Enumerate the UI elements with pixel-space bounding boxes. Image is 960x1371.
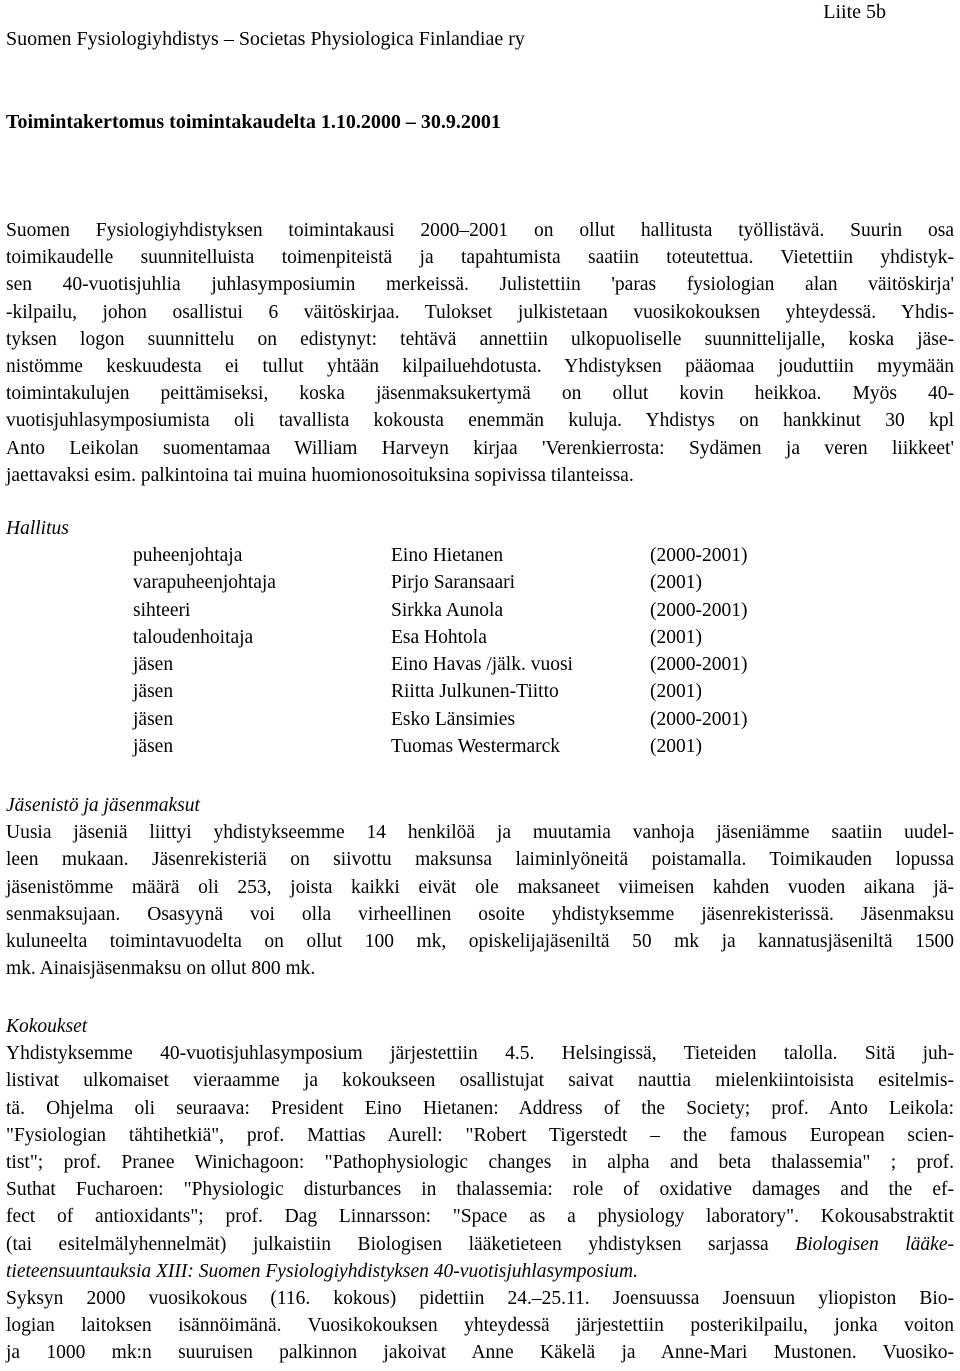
table-row bbox=[133, 654, 747, 681]
table-row bbox=[133, 709, 747, 736]
member-name: Esko Länsimies bbox=[391, 708, 516, 730]
meetings-line bbox=[6, 1258, 954, 1285]
intro-paragraph bbox=[6, 217, 954, 489]
meetings-line: ja 1000 mk:n suuruisen palkinnon jakoivat Anne Käkelä ja Anne-Mari Mustonen. Vuosiko- bbox=[6, 1342, 954, 1364]
meetings-line: "Fysiologian tähtihetkiä", prof. Mattias Aurell: "Robert Tigerstedt – the famous European scien- bbox=[6, 1124, 954, 1146]
member-name: Esa Hohtola bbox=[391, 626, 487, 648]
membership-line: leen mukaan. Jäsenrekisteriä on siivottu maksunsa laiminlyöneitä poistamalla. Toimikauden lopussa bbox=[6, 849, 954, 871]
member-role: jäsen bbox=[133, 736, 174, 758]
meetings-line: listivat ulkomaiset vieraamme ja kokoukseen osallistujat saivat nauttia mielenkiintoisista esitelmis- bbox=[6, 1070, 954, 1092]
member-role: varapuheenjohtaja bbox=[133, 572, 276, 594]
intro-line: Suomen Fysiologiyhdistyksen toimintakausi 2000–2001 on ollut hallitusta työllistävä. Suurin osa bbox=[6, 220, 954, 241]
member-period: (2001) bbox=[650, 626, 702, 648]
board-members-table bbox=[133, 545, 747, 763]
member-name: Tuomas Westermarck bbox=[391, 736, 561, 758]
member-role: sihteeri bbox=[133, 599, 191, 621]
meetings-section bbox=[6, 1013, 954, 1367]
intro-line: toimintakulujen peittämiseksi, koska jäsenmaksukertymä on ollut kovin heikkoa. Myös 40- bbox=[6, 383, 954, 405]
member-role: taloudenhoitaja bbox=[133, 626, 254, 648]
meetings-line: Suthat Fucharoen: "Physiologic disturbances in thalassemia: role of oxidative damages and the ef- bbox=[6, 1179, 954, 1201]
publication-series-title: Biologisen lääke- bbox=[795, 1233, 954, 1255]
intro-line: nistömme keskuudesta ei tullut yhtään kilpailuehdotusta. Yhdistyksen pääomaa jouduttiin myymään bbox=[6, 356, 954, 378]
meetings-line: fect of antioxidants"; prof. Dag Linnarsson: "Space as a physiology laboratory". Kokousabstraktit bbox=[6, 1206, 954, 1228]
intro-line: sen 40-vuotisjuhlia juhlasymposiumin merkeissä. Julistettiin 'paras fysiologian alan väitöskirja' bbox=[6, 274, 954, 296]
meetings-line: tist"; prof. Pranee Winichagoon: "Pathophysiologic changes in alpha and beta thalassemia" ; prof. bbox=[6, 1152, 954, 1174]
meetings-line: logian laitoksen isännöimänä. Vuosikokouksen yhteydessä järjestettiin posterikilpailu, jonka voiton bbox=[6, 1315, 954, 1337]
organization-name: Suomen Fysiologiyhdistys – Societas Physiologica Finlandiae ry bbox=[6, 28, 525, 50]
attachment-label: Liite 5b bbox=[823, 1, 886, 23]
member-name: Eino Hietanen bbox=[391, 545, 504, 566]
table-row bbox=[133, 736, 747, 763]
member-role: jäsen bbox=[133, 654, 174, 676]
member-name: Eino Havas /jälk. vuosi bbox=[391, 654, 573, 676]
hallitus-heading: Hallitus bbox=[6, 518, 69, 539]
member-name: Sirkka Aunola bbox=[391, 599, 504, 621]
intro-line: tyksen logon suunnittelu on edistynyt: tehtävä annettiin ulkopuoliselle suunnittelijalle, koska jäse- bbox=[6, 328, 954, 350]
intro-line: -kilpailu, johon osallistui 6 väitöskirjaa. Tulokset julkistetaan vuosikokouksen yhteydessä. Yhdis- bbox=[6, 301, 954, 323]
membership-line: kuluneelta toimintavuodelta on ollut 100 mk, opiskelijajäseniltä 50 mk ja kannatusjäseniltä 1500 bbox=[6, 931, 954, 953]
member-role: jäsen bbox=[133, 708, 174, 730]
document-title: Toimintakertomus toimintakaudelta 1.10.2000 – 30.9.2001 bbox=[6, 111, 501, 133]
meetings-line: Syksyn 2000 vuosikokous (116. kokous) pidettiin 24.–25.11. Joensuussa Joensuun yliopiston Bio- bbox=[6, 1288, 954, 1310]
intro-line: Anto Leikolan suomentamaa William Harveyn kirjaa 'Verenkierrosta: Sydämen ja veren liikkeet' bbox=[6, 437, 954, 459]
membership-heading: Jäsenistö ja jäsenmaksut bbox=[6, 795, 200, 816]
table-row bbox=[133, 681, 747, 708]
meetings-line: Yhdistyksemme 40-vuotisjuhlasymposium järjestettiin 4.5. Helsingissä, Tieteiden talolla. Sitä juh- bbox=[6, 1043, 954, 1065]
membership-line: mk. Ainaisjäsenmaksu on ollut 800 mk. bbox=[6, 958, 316, 980]
member-period: (2000-2001) bbox=[650, 708, 748, 730]
member-period: (2000-2001) bbox=[650, 654, 748, 676]
intro-line: jaettavaksi esim. palkintoina tai muina huomionosoituksina sopivissa tilanteissa. bbox=[6, 464, 634, 486]
meetings-line bbox=[6, 1231, 954, 1258]
table-row bbox=[133, 627, 747, 654]
member-name: Pirjo Saransaari bbox=[391, 572, 516, 594]
membership-line: senmaksujaan. Osasyynä voi olla virheellinen osoite yhdistyksemme jäsenrekisterissä. Jäsenmaksu bbox=[6, 903, 954, 925]
table-row bbox=[133, 600, 747, 627]
meetings-line: tä. Ohjelma oli seuraava: President Eino Hietanen: Address of the Society; prof. Anto Leikola: bbox=[6, 1097, 954, 1119]
membership-section bbox=[6, 792, 954, 982]
member-period: (2000-2001) bbox=[650, 545, 748, 566]
member-period: (2001) bbox=[650, 572, 702, 594]
meetings-heading: Kokoukset bbox=[6, 1016, 88, 1037]
intro-line: toimikaudelle suunnitelluista toimenpiteistä ja tapahtumista saatiin toteutettua. Vietettiin yhdistyk- bbox=[6, 247, 954, 269]
member-period: (2000-2001) bbox=[650, 599, 748, 621]
table-row bbox=[133, 545, 747, 572]
membership-line: jäsenistömme määrä oli 253, joista kaikki eivät ole maksaneet viimeisen kahden vuoden aikana jä- bbox=[6, 876, 954, 898]
table-row bbox=[133, 572, 747, 599]
member-name: Riitta Julkunen-Tiitto bbox=[391, 681, 559, 703]
member-period: (2001) bbox=[650, 681, 702, 703]
member-period: (2001) bbox=[650, 736, 702, 758]
meetings-line-text: (tai esitelmälyhennelmät) julkaistiin Biologisen lääketieteen yhdistyksen sarjassa bbox=[6, 1233, 796, 1255]
member-role: puheenjohtaja bbox=[133, 545, 243, 566]
member-role: jäsen bbox=[133, 681, 174, 703]
membership-line: Uusia jäseniä liittyi yhdistykseemme 14 henkilöä ja muutamia vanhoja jäseniämme saatiin uudel- bbox=[6, 822, 954, 844]
publication-series-title-cont: tieteensuuntauksia XIII: Suomen Fysiologiyhdistyksen 40-vuotisjuhlasymposium. bbox=[6, 1260, 638, 1282]
intro-line: vuotisjuhlasymposiumista oli tavallista kokousta enemmän kuluja. Yhdistys on hankkinut 30 kpl bbox=[6, 410, 954, 432]
